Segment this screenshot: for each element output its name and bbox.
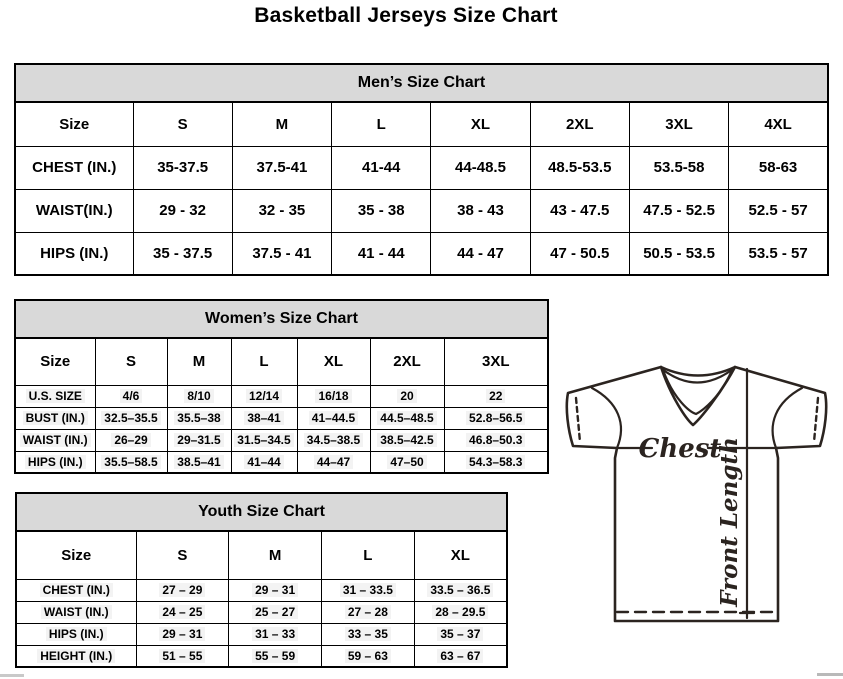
women-col-header-label: S — [125, 353, 136, 371]
women-value-text: 44–47 — [314, 455, 353, 469]
men-value-text: 37.5-41 — [256, 159, 308, 176]
jersey-measurement-diagram — [556, 362, 838, 628]
women-value-cell — [444, 451, 548, 473]
youth-value-cell — [136, 645, 229, 667]
women-value-text: 54.3–58.3 — [466, 455, 525, 469]
womens-chart-title: Women’s Size Chart — [14, 299, 549, 337]
page-title: Basketball Jerseys Size Chart — [254, 4, 558, 27]
youth-value-text: 63 – 67 — [437, 649, 483, 663]
youth-value-text: 35 – 37 — [437, 627, 483, 641]
men-value-text: 52.5 - 57 — [748, 202, 808, 219]
men-col-header-label: XL — [470, 115, 491, 133]
women-value-cell — [444, 407, 548, 429]
women-col-header-xl — [297, 338, 370, 385]
women-col-header-label: 3XL — [481, 353, 510, 371]
men-col-header-size — [15, 102, 133, 146]
youth-value-cell — [322, 601, 415, 623]
women-value-text: 20 — [397, 389, 416, 403]
youth-value-text: 33 – 35 — [345, 627, 391, 641]
youth-value-cell — [136, 579, 229, 601]
men-value-cell — [530, 146, 629, 189]
women-row-label-text: U.S. SIZE — [26, 389, 85, 403]
women-row-hips-in — [15, 451, 548, 473]
women-value-cell — [231, 429, 297, 451]
women-value-text: 4/6 — [120, 389, 143, 403]
youth-col-header-label: XL — [450, 546, 470, 564]
women-col-header-2xl — [370, 338, 444, 385]
women-col-header-label: Size — [40, 353, 71, 371]
men-value-cell — [133, 189, 232, 232]
men-row-label — [15, 189, 133, 232]
women-value-text: 26–29 — [111, 433, 150, 447]
mens-chart-title: Men’s Size Chart — [14, 63, 829, 101]
men-value-cell — [530, 189, 629, 232]
women-row-label-text: WAIST (IN.) — [20, 433, 91, 447]
men-value-text: 53.5-58 — [653, 159, 705, 176]
youth-value-text: 31 – 33 — [252, 627, 298, 641]
youth-col-header-l — [322, 531, 415, 579]
women-value-cell — [95, 385, 167, 407]
youth-chart-title: Youth Size Chart — [15, 492, 508, 530]
youth-row-label-text: WAIST (IN.) — [41, 605, 112, 619]
men-col-header-label: Size — [59, 115, 90, 133]
women-value-cell — [167, 407, 231, 429]
women-row-label — [15, 385, 95, 407]
men-value-cell — [629, 146, 728, 189]
youth-header-row — [16, 531, 507, 579]
women-value-cell — [95, 429, 167, 451]
women-value-text: 34.5–38.5 — [304, 433, 363, 447]
men-value-text: 41-44 — [362, 159, 401, 176]
men-row-chest-in — [15, 146, 828, 189]
men-row-label-text: WAIST(IN.) — [35, 202, 113, 219]
men-col-header-label: 4XL — [764, 115, 792, 133]
women-col-header-s — [95, 338, 167, 385]
men-value-cell — [431, 146, 530, 189]
youth-col-header-xl — [414, 531, 507, 579]
men-value-cell — [332, 232, 431, 275]
front-length-label: Front Length — [716, 437, 743, 607]
womens-size-chart-section — [14, 299, 549, 474]
youth-row-label-text: CHEST (IN.) — [40, 583, 113, 597]
youth-value-cell — [414, 623, 507, 645]
men-value-text: 35 - 37.5 — [153, 244, 213, 262]
youth-size-table — [15, 530, 508, 668]
men-col-header-2xl — [530, 102, 629, 146]
women-value-text: 38.5–42.5 — [377, 433, 436, 447]
men-col-header-label: M — [275, 115, 289, 133]
youth-row-waist-in — [16, 601, 507, 623]
youth-value-cell — [414, 601, 507, 623]
men-value-cell — [133, 146, 232, 189]
women-value-text: 35.5–38 — [174, 411, 223, 425]
men-value-text: 37.5 - 41 — [252, 244, 312, 262]
men-col-header-m — [232, 102, 331, 146]
women-row-waist-in — [15, 429, 548, 451]
women-value-text: 41–44 — [244, 455, 283, 469]
men-value-text: 29 - 32 — [159, 202, 206, 219]
right-armhole-seam — [773, 388, 802, 448]
women-value-text: 22 — [486, 389, 505, 403]
women-value-cell — [297, 385, 370, 407]
women-value-text: 44.5–48.5 — [377, 411, 436, 425]
men-value-text: 41 - 44 — [357, 244, 405, 262]
youth-value-text: 25 – 27 — [252, 605, 298, 619]
men-value-cell — [232, 189, 331, 232]
men-row-label — [15, 146, 133, 189]
youth-value-cell — [136, 623, 229, 645]
youth-col-header-label: Size — [61, 546, 92, 564]
youth-value-text: 24 – 25 — [159, 605, 205, 619]
youth-value-cell — [414, 645, 507, 667]
youth-value-text: 29 – 31 — [159, 627, 205, 641]
women-col-header-3xl — [444, 338, 548, 385]
women-value-text: 12/14 — [246, 389, 282, 403]
women-row-label-text: BUST (IN.) — [23, 411, 88, 425]
women-value-cell — [95, 451, 167, 473]
youth-value-cell — [229, 623, 322, 645]
women-value-cell — [231, 385, 297, 407]
men-value-cell — [332, 146, 431, 189]
left-armhole-seam — [592, 388, 621, 448]
chest-label: Chest — [638, 434, 722, 464]
men-value-text: 38 - 43 — [457, 202, 504, 219]
women-value-cell — [167, 451, 231, 473]
horizontal-scrollbar-fragment-right[interactable] — [817, 673, 843, 676]
men-value-cell — [431, 232, 530, 275]
men-value-cell — [431, 189, 530, 232]
right-cuff-dashed-line — [814, 398, 818, 442]
youth-row-height-in — [16, 645, 507, 667]
women-value-cell — [231, 407, 297, 429]
youth-value-text: 55 – 59 — [252, 649, 298, 663]
men-col-header-label: S — [177, 115, 188, 133]
women-value-cell — [95, 407, 167, 429]
horizontal-scrollbar-fragment-left[interactable] — [0, 674, 24, 677]
youth-value-cell — [322, 623, 415, 645]
men-value-cell — [530, 232, 629, 275]
youth-row-label-text: HIPS (IN.) — [46, 627, 107, 641]
women-value-text: 32.5–35.5 — [101, 411, 160, 425]
women-value-text: 38–41 — [244, 411, 283, 425]
mens-size-table — [14, 101, 829, 276]
men-col-header-label: 3XL — [665, 115, 693, 133]
men-col-header-label: L — [376, 115, 386, 133]
women-value-text: 47–50 — [387, 455, 426, 469]
women-col-header-m — [167, 338, 231, 385]
youth-row-label — [16, 645, 136, 667]
youth-row-label-text: HEIGHT (IN.) — [37, 649, 115, 663]
youth-value-cell — [229, 601, 322, 623]
women-value-cell — [444, 385, 548, 407]
men-row-label — [15, 232, 133, 275]
youth-value-cell — [322, 579, 415, 601]
youth-value-text: 59 – 63 — [345, 649, 391, 663]
women-row-label — [15, 451, 95, 473]
women-col-header-label: L — [259, 353, 269, 371]
men-value-text: 35 - 38 — [357, 202, 405, 219]
women-value-cell — [370, 385, 444, 407]
youth-value-text: 28 – 29.5 — [432, 605, 488, 619]
women-col-header-label: 2XL — [393, 353, 421, 371]
men-value-cell — [133, 232, 232, 275]
men-row-waist-in — [15, 189, 828, 232]
women-col-header-label: M — [192, 353, 206, 371]
mens-size-chart-section — [14, 63, 829, 276]
youth-row-label — [16, 601, 136, 623]
women-value-text: 16/18 — [315, 389, 351, 403]
women-value-cell — [370, 451, 444, 473]
men-value-cell — [232, 146, 331, 189]
women-value-cell — [297, 451, 370, 473]
women-value-cell — [231, 451, 297, 473]
youth-value-cell — [414, 579, 507, 601]
youth-col-header-label: L — [363, 546, 373, 564]
women-value-text: 29–31.5 — [174, 433, 223, 447]
women-col-header-label: XL — [323, 353, 344, 371]
women-row-label — [15, 407, 95, 429]
men-row-label-text: HIPS (IN.) — [40, 244, 109, 262]
youth-value-text: 27 – 29 — [159, 583, 205, 597]
youth-value-cell — [229, 645, 322, 667]
men-value-cell — [332, 189, 431, 232]
men-value-cell — [232, 232, 331, 275]
womens-size-table — [14, 337, 549, 474]
youth-row-label — [16, 623, 136, 645]
youth-value-text: 29 – 31 — [252, 583, 298, 597]
men-value-cell — [629, 189, 728, 232]
women-value-cell — [370, 429, 444, 451]
women-value-text: 46.8–50.3 — [466, 433, 525, 447]
men-value-text: 47 - 50.5 — [550, 244, 610, 262]
women-row-bust-in — [15, 407, 548, 429]
youth-size-chart-section — [15, 492, 508, 668]
women-row-u-s-size — [15, 385, 548, 407]
women-value-cell — [297, 429, 370, 451]
men-row-hips-in — [15, 232, 828, 275]
women-value-text: 38.5–41 — [174, 455, 223, 469]
women-value-text: 31.5–34.5 — [234, 433, 293, 447]
women-value-cell — [370, 407, 444, 429]
youth-row-hips-in — [16, 623, 507, 645]
men-col-header-label: 2XL — [566, 115, 594, 133]
women-value-text: 35.5–58.5 — [101, 455, 160, 469]
men-col-header-3xl — [629, 102, 728, 146]
youth-col-header-label: M — [268, 546, 282, 564]
left-cuff-dashed-line — [576, 398, 580, 442]
women-col-header-l — [231, 338, 297, 385]
women-value-text: 52.8–56.5 — [466, 411, 525, 425]
men-row-label-text: CHEST (IN.) — [32, 159, 117, 176]
youth-value-cell — [136, 601, 229, 623]
men-value-text: 47.5 - 52.5 — [643, 202, 715, 219]
youth-value-cell — [322, 645, 415, 667]
jersey-body-outline — [567, 367, 826, 621]
men-value-text: 50.5 - 53.5 — [643, 244, 715, 262]
women-row-label — [15, 429, 95, 451]
men-col-header-s — [133, 102, 232, 146]
men-value-text: 32 - 35 — [258, 202, 306, 219]
youth-value-text: 51 – 55 — [159, 649, 205, 663]
women-value-cell — [444, 429, 548, 451]
men-value-text: 35-37.5 — [157, 159, 209, 176]
youth-row-chest-in — [16, 579, 507, 601]
men-value-cell — [629, 232, 728, 275]
women-value-text: 41–44.5 — [309, 411, 358, 425]
youth-col-header-label: S — [177, 546, 188, 564]
women-value-cell — [297, 407, 370, 429]
men-value-text: 44-48.5 — [455, 159, 506, 176]
men-value-text: 58-63 — [758, 159, 798, 176]
men-value-cell — [729, 232, 828, 275]
women-header-row — [15, 338, 548, 385]
women-value-cell — [167, 385, 231, 407]
men-value-cell — [729, 189, 828, 232]
men-value-text: 43 - 47.5 — [550, 202, 610, 219]
men-col-header-4xl — [729, 102, 828, 146]
youth-value-cell — [229, 579, 322, 601]
men-value-text: 48.5-53.5 — [548, 159, 612, 176]
women-row-label-text: HIPS (IN.) — [25, 455, 86, 469]
women-value-cell — [167, 429, 231, 451]
youth-col-header-s — [136, 531, 229, 579]
men-value-text: 53.5 - 57 — [748, 244, 808, 262]
men-value-text: 44 - 47 — [457, 244, 504, 262]
men-col-header-xl — [431, 102, 530, 146]
women-value-text: 8/10 — [184, 389, 213, 403]
youth-value-text: 31 – 33.5 — [340, 583, 396, 597]
men-header-row — [15, 102, 828, 146]
youth-value-text: 27 – 28 — [345, 605, 391, 619]
youth-row-label — [16, 579, 136, 601]
men-col-header-l — [332, 102, 431, 146]
women-col-header-size — [15, 338, 95, 385]
youth-value-text: 33.5 – 36.5 — [427, 583, 493, 597]
youth-col-header-m — [229, 531, 322, 579]
youth-col-header-size — [16, 531, 136, 579]
jersey-outline-group — [567, 367, 826, 621]
men-value-cell — [729, 146, 828, 189]
